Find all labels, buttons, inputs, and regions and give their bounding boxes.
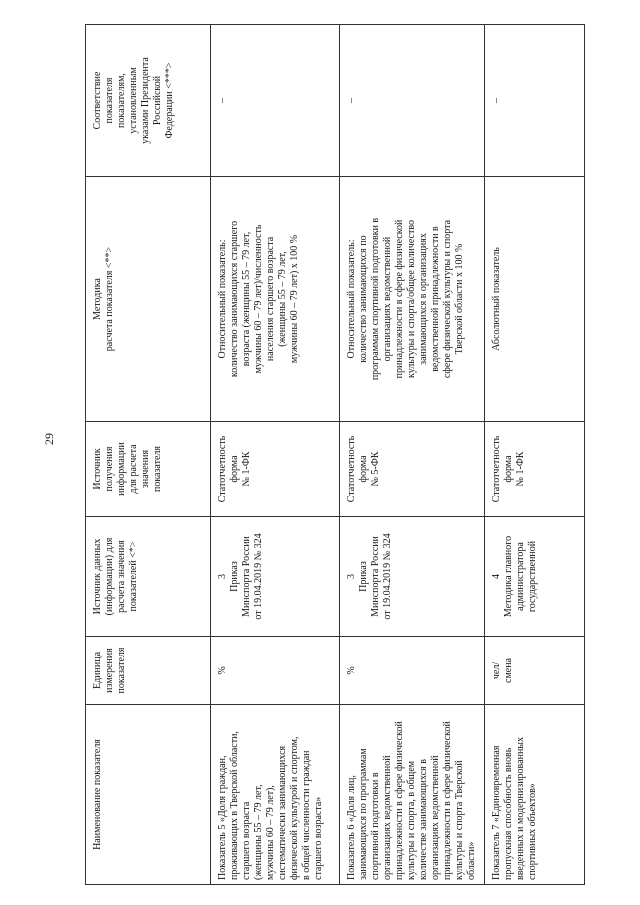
cell-text-line: % [346,666,357,675]
cell-text-line: Статотчетность [491,435,502,503]
rotated-table-container [85,25,585,885]
cell-text-line: показателя [116,647,127,694]
indicator-name-cell [485,705,585,885]
info-source-cell [485,422,585,517]
cell-text-line: Абсолютный показатель [491,247,502,351]
cell-text-line: пропускная способность вновь [503,747,514,880]
cell-text-line: Относительный показатель: [346,239,357,359]
cell-text-line: населения старшего возраста [265,236,276,362]
cell-text-line: Источник данных [92,538,103,615]
cell-text-line: организациях ведомственной [382,236,393,362]
method-cell [340,177,485,422]
cell-text-line: Соответствие [92,71,103,130]
cell-text-line: указами Президента [140,57,151,144]
cell-text-line: старшего возраста» [313,796,324,880]
cell-text-line: % [217,666,228,675]
cell-text-line: принадлежности в сфере физической [442,721,453,880]
cell-text-line: Единица [92,651,103,690]
cell-text-line: показателям, [116,73,127,128]
cell-text-line: физической культурой и спортом, [289,736,300,880]
cell-text-line: ведомственной принадлежности в [430,226,441,372]
cell-text-line: Показатель 7 «Единовременная [491,745,502,880]
table-header-row [86,25,211,885]
cell-text-line: смена [503,658,514,683]
cell-text-line: чел/ [491,661,502,680]
cell-text-line: Тверской области х 100 % [454,243,465,355]
cell-text-line: 3 [217,574,228,579]
cell-text-line: занимающихся в организациях [418,233,429,365]
data-source-cell [211,517,340,637]
cell-text-line: принадлежности в сфере физической [394,219,405,379]
indicators-table [85,24,585,885]
cell-text-line: организациях ведомственной [430,755,441,880]
cell-text-line: программам спортивной подготовки в [370,217,381,381]
cell-text-line: мужчины 60 – 79 лет), [265,785,276,880]
cell-text-line: значения [140,449,151,489]
cell-text-line: 3 [346,574,357,579]
cell-text-line: мужчины 60 – 79 лет) х 100 % [289,234,300,364]
header-info-source [86,422,211,517]
cell-text-line: (женщины 55 – 79 лет, [277,251,288,347]
cell-text-line: мужчины 60 – 79 лет)/численность [253,224,264,374]
cell-text-line: введенных и модернизированных [515,736,526,880]
cell-text-line: организациях ведомственной [382,755,393,880]
header-data-source [86,517,211,637]
cell-text-line: спортивной подготовки в [370,772,381,880]
cell-text-line: установленным [128,67,139,134]
cell-text-line: Методика [92,278,103,320]
data-source-cell [485,517,585,637]
cell-text-line: получения [104,446,115,492]
cell-text-line: – [217,98,228,103]
cell-text-line: количестве занимающихся в [418,759,429,880]
header-calculation-method [86,177,211,422]
cell-text-line: расчета показателя <**> [104,246,115,352]
cell-text-line: культуры и спорта, в общем [406,760,417,880]
cell-text-line: старшего возраста [241,801,252,880]
compliance-cell [340,25,485,177]
cell-text-line: занимающихся по программам [358,748,369,880]
indicator-name-cell [340,705,485,885]
cell-text-line: Показатель 6 «Доля лиц, [346,775,357,880]
page-number: 29 [42,433,56,445]
cell-text-line: 4 [491,574,502,579]
cell-text-line: показателей <*> [128,541,139,612]
cell-text-line: – [346,98,357,103]
cell-text-line: № 1-ФК [241,451,252,487]
cell-text-line: Методика главного [503,535,514,618]
unit-cell [485,637,585,705]
cell-text-line: от 19.04.2019 № 324 [382,533,393,620]
cell-text-line: в общей численности граждан [301,750,312,880]
cell-text-line: возраста (женщины 55 – 79 лет, [241,231,252,367]
cell-text-line: Относительный показатель: [217,239,228,359]
cell-text-line: (женщины 55 – 79 лет, [253,784,264,880]
cell-text-line: измерения [104,648,115,693]
method-cell [485,177,585,422]
cell-text-line: Статотчетность [217,435,228,503]
cell-text-line: показателя [104,77,115,124]
header-indicator-name [86,705,211,885]
cell-text-line: количество занимающихся старшего [229,220,240,378]
cell-text-line: № 5-ФК [370,451,381,487]
cell-text-line: расчета значения [116,540,127,613]
table-row [340,25,485,885]
cell-text-line: Статотчетность [346,435,357,503]
cell-text-line: Минспорта России [241,536,252,617]
cell-text-line: области» [466,841,477,880]
cell-text-line: Наименование показателя [92,739,103,850]
cell-text-line: для расчета [128,444,139,494]
info-source-cell [211,422,340,517]
cell-text-line: проживающих в Тверской области, [229,731,240,880]
cell-text-line: систематически занимающихся [277,745,288,880]
cell-text-line: Источник [92,448,103,490]
cell-text-line: культуры и спорта Тверской [454,760,465,880]
cell-text-line: информации [116,442,127,496]
header-unit [86,637,211,705]
cell-text-line: Минспорта России [370,536,381,617]
compliance-cell [485,25,585,177]
cell-text-line: Приказ [358,561,369,592]
cell-text-line: Приказ [229,561,240,592]
header-presidential-decree-compliance [86,25,211,177]
cell-text-line: Федерации <***> [164,62,175,139]
cell-text-line: администратора [515,542,526,611]
cell-text-line: – [491,98,502,103]
cell-text-line: культуры и спорта/общее количество [406,219,417,379]
cell-text-line: спортивных объектов» [527,783,538,880]
cell-text-line: Показатель 5 «Доля граждан, [217,755,228,880]
table-row [485,25,585,885]
cell-text-line: сфере физической культуры и спорта [442,219,453,379]
unit-cell [211,637,340,705]
cell-text-line: форма [229,455,240,483]
unit-cell [340,637,485,705]
cell-text-line: № 1-ФК [515,451,526,487]
cell-text-line: показателя [152,445,163,493]
table-row [211,25,340,885]
cell-text-line: от 19.04.2019 № 324 [253,533,264,620]
indicator-name-cell [211,705,340,885]
cell-text-line: Российской [152,75,163,126]
cell-text-line: форма [503,455,514,483]
cell-text-line: форма [358,455,369,483]
info-source-cell [340,422,485,517]
cell-text-line: принадлежности в сфере физической [394,721,405,880]
method-cell [211,177,340,422]
cell-text-line: государственной [527,540,538,613]
compliance-cell [211,25,340,177]
cell-text-line: количество занимающихся по [358,235,369,363]
data-source-cell [340,517,485,637]
cell-text-line: (информации) для [104,537,115,616]
